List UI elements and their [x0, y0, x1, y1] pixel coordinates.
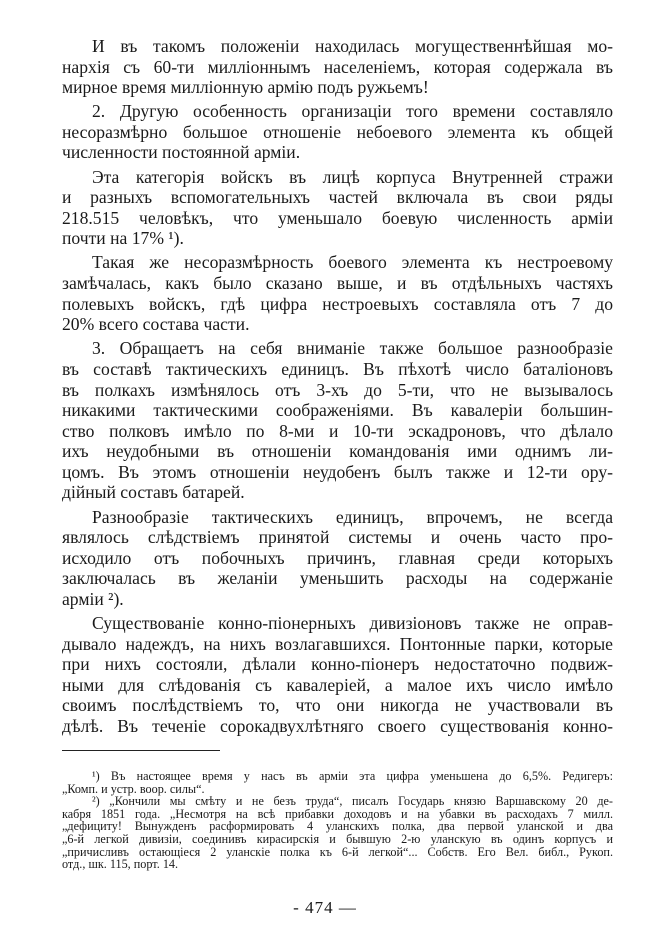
body-paragraph: [62, 613, 613, 737]
body-line: въ составѣ тактическихъ единицъ. Въ пѣхотѣ число баталіоновъ: [62, 358, 613, 379]
page-number: - 474 —: [293, 898, 357, 917]
footnote-paragraph: [62, 770, 613, 795]
body-line: заключалась въ желаніи уменьшить расходы на содержаніе: [62, 568, 613, 589]
body-line: замѣчалась, какъ было сказано выше, и въ отдѣльныхъ частяхъ: [62, 273, 613, 294]
body-line: Такая же несоразмѣрность боевого элемента къ нестроевому: [92, 252, 613, 273]
body-paragraph: [62, 36, 613, 98]
body-paragraph: [62, 252, 613, 334]
footnote-line: отд., шк. 115, порт. 14.: [62, 857, 179, 872]
footnote-line: кабря 1851 года. „Несмотря на всѣ прибавки доходовъ и на убавки въ расходахъ 7 милл.: [62, 806, 613, 821]
body-line: никакими тактическими соображеніями. Въ кавалеріи большин-: [62, 400, 613, 421]
body-line: И въ такомъ положеніи находилась могущественнѣйшая мо-: [92, 36, 613, 56]
body-line: Эта категорія войскъ въ лицѣ корпуса Внутренней стражи: [92, 166, 613, 187]
footnote-line: „6-й легкой дивизіи, соединивъ кирасирскія и бывшую 2-ю уланскую въ одинъ корпусъ и: [62, 831, 613, 846]
footnote-line: „причисливъ остающіеся 2 уланскіе полка къ 6-й легкой“... Собств. Его Вел. библ., Рукоп.: [62, 844, 613, 859]
footnote-separator: [62, 750, 220, 751]
body-text: [62, 36, 613, 740]
footnote-line: ¹) Въ настоящее время у насъ въ арміи эта цифра уменьшена до 6,5%. Редигеръ:: [92, 769, 613, 783]
body-line: нархія съ 60-ти милліоннымъ населеніемъ, которая содержала въ: [62, 56, 613, 77]
body-line: 218.515 человѣкъ, что уменьшало боевую численность арміи: [62, 207, 613, 228]
body-line: дѣлѣ. Въ теченіе сорокадвухлѣтняго своего существованія конно-: [62, 716, 613, 736]
body-line: Существованіе конно-піонерныхъ дивизіоновъ также не оправ-: [92, 613, 613, 634]
body-line: 20% всего состава части.: [62, 314, 250, 335]
body-line: мирное время милліонную армію подъ ружьемъ!: [62, 77, 429, 98]
body-line: при нихъ состояли, дѣлали конно-піонеръ недостаточно подвиж-: [62, 654, 613, 675]
body-line: ихъ неудобными въ отношеніи командованія ими однимъ ли-: [62, 441, 613, 462]
body-line: исходило отъ побочныхъ причинъ, главная среди которыхъ: [62, 547, 613, 568]
footnote-line: „дефициту! Вынужденъ расформировать 4 уланскихъ полка, два первой уланской и два: [62, 819, 613, 834]
body-line: арміи ²).: [62, 588, 124, 609]
body-line: цомъ. Въ этомъ отношеніи неудобенъ былъ также и 12-ти ору-: [62, 461, 613, 482]
body-line: 3. Обращаетъ на себя вниманіе также большое разнообразіе: [92, 338, 613, 359]
body-line: ство полковъ имѣло по 8-ми и 10-ти эскадроновъ, что дѣлало: [62, 420, 613, 441]
body-line: почти на 17% ¹).: [62, 228, 184, 249]
body-paragraph: [62, 338, 613, 503]
body-line: дійный составъ батарей.: [62, 482, 245, 503]
body-line: полевыхъ войскъ, гдѣ цифра нестроевыхъ составляла отъ 7 до: [62, 293, 613, 314]
body-paragraph: [62, 167, 613, 249]
body-paragraph: [62, 101, 613, 163]
body-line: дывало надеждъ, на нихъ возлагавшихся. Понтонные парки, которые: [62, 633, 613, 654]
body-paragraph: [62, 507, 613, 610]
body-line: являлось слѣдствіемъ принятой системы и очень часто про-: [62, 527, 613, 548]
body-line: своимъ послѣдствіемъ то, что они никогда не участвовали въ: [62, 695, 613, 716]
footnotes: [62, 770, 613, 871]
footnote-line: „Комп. и устр. воор. силы“.: [62, 781, 205, 796]
body-line: Разнообразіе тактическихъ единицъ, впрочемъ, не всегда: [92, 506, 613, 527]
body-line: численности постоянной арміи.: [62, 142, 301, 163]
body-line: ными для слѣдованія съ кавалеріей, а малое ихъ число имѣло: [62, 674, 613, 695]
body-line: въ полкахъ измѣнялось отъ 3-хъ до 5-ти, что не вызывалось: [62, 379, 613, 400]
footnote-paragraph: [62, 795, 613, 871]
body-line: и разныхъ вспомогательныхъ частей включала въ свои ряды: [62, 187, 613, 208]
body-line: 2. Другую особенность организаціи того времени составляло: [92, 101, 613, 122]
footnote-line: ²) „Кончили мы смѣту и не безъ труда“, писалъ Государь князю Варшавскому 20 де-: [92, 794, 613, 809]
body-line: несоразмѣрно большое отношеніе небоевого элемента къ общей: [62, 121, 613, 142]
